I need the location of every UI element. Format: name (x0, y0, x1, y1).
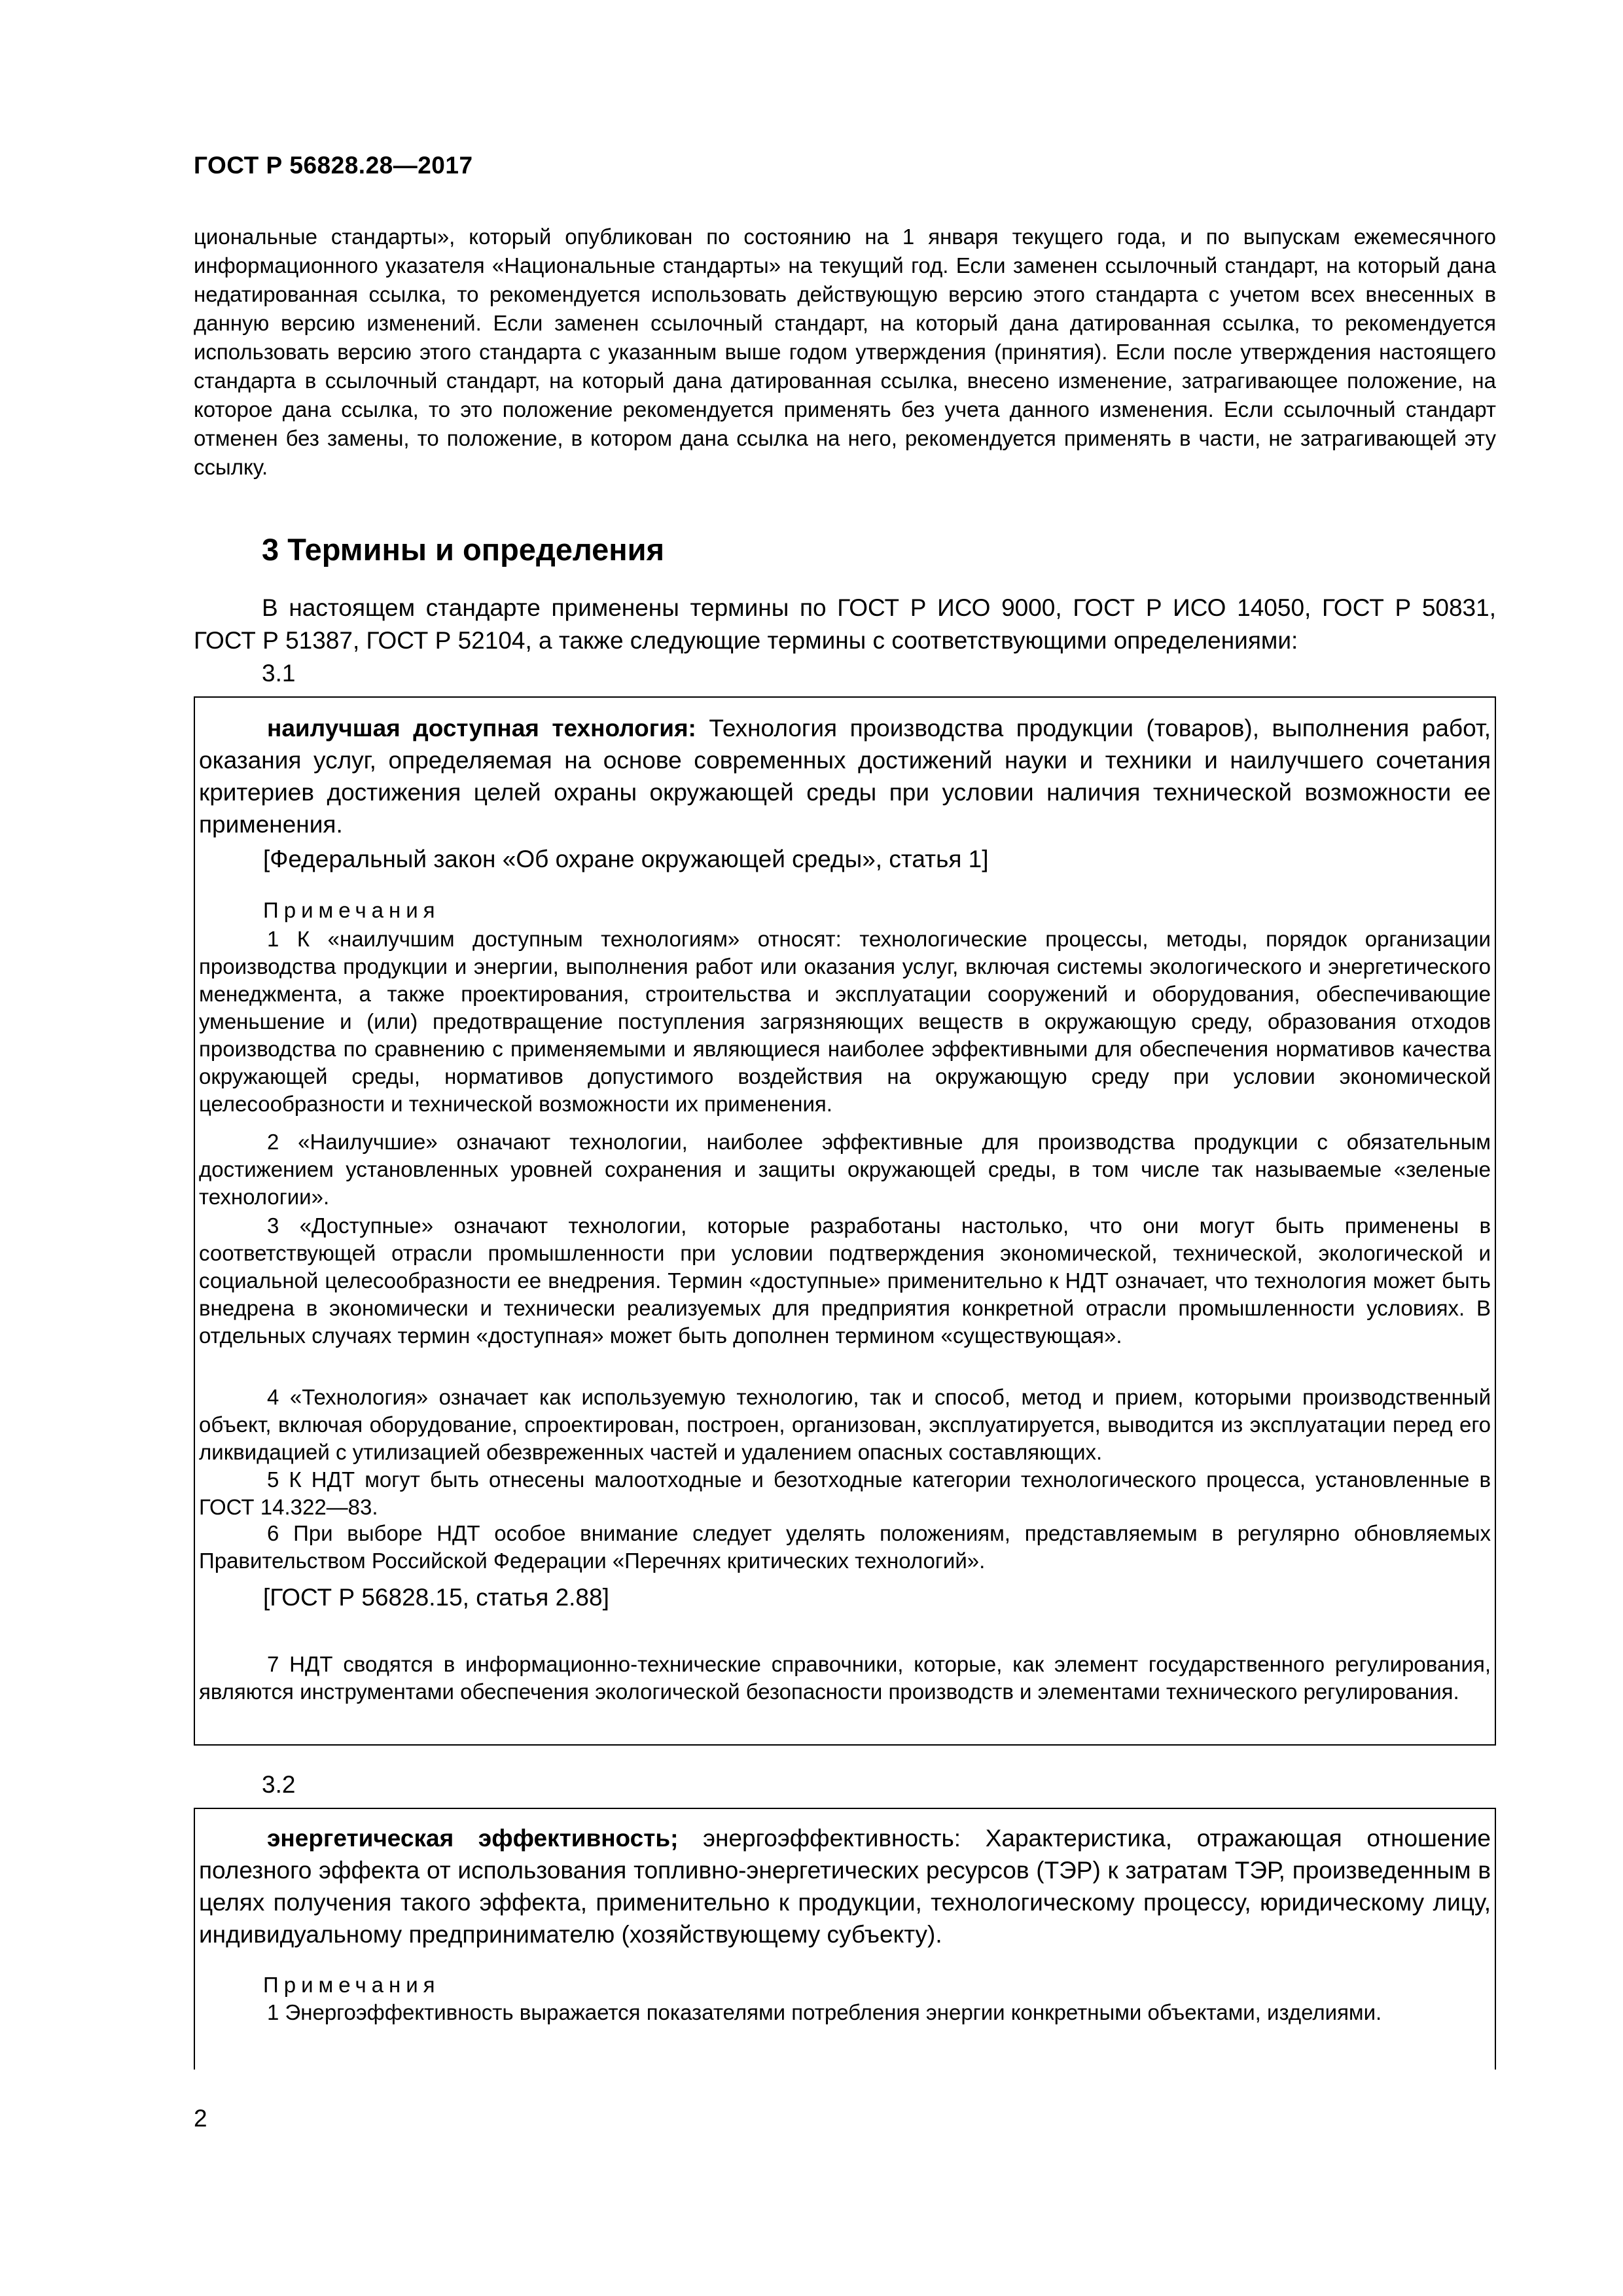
note-6: 6 При выборе НДТ особое внимание следует уделять положениям, представляемым в регулярно обновляемых Правительством Российской Федерации «Перечнях критических технологий». (199, 1521, 1491, 1573)
term-name: наилучшая доступная технология: (267, 715, 696, 742)
note-1: 1 К «наилучшим доступным технологиям» относят: технологические процессы, методы, порядок организации производства продукции и энергии, выполнения работ или оказания услуг, включая системы экологического и энергетического менеджмента, а также проектирования, строительства и эксплуатации сооружений и оборудования, обеспечивающие уменьшение и (или) предотвращение поступления загрязняющих веществ в окружающую среду, образования отходов производства по сравнению с применяемыми и являющиеся наиболее эффективными для обеспечения нормативов качества окружающей среды, нормативов допустимого воздействия на окружающую среду при условии экономической целесообразности и технической возможности их применения. (199, 927, 1491, 1116)
term-name: энергетическая эффективность; (267, 1825, 679, 1852)
term-source-2: [ГОСТ Р 56828.15, статья 2.88] (263, 1584, 609, 1611)
term-source: [Федеральный закон «Об охране окружающей среды», статья 1] (263, 846, 989, 872)
document-header: ГОСТ Р 56828.28—2017 (194, 152, 473, 179)
term-definition (195, 712, 1495, 840)
section-intro: В настоящем стандарте применены термины по ГОСТ Р ИСО 9000, ГОСТ Р ИСО 14050, ГОСТ Р 50831, ГОСТ Р 51387, ГОСТ Р 52104, а также следующие термины с соответствующими определениями: (194, 594, 1496, 654)
term-definition (195, 1822, 1495, 1950)
note-7: 7 НДТ сводятся в информационно-технические справочники, которые, как элемент государственного регулирования, являются инструментами обеспечения экологической безопасности производств и элементами технического регулирования. (199, 1652, 1491, 1704)
page-number: 2 (194, 2105, 207, 2132)
note-2: 2 «Наилучшие» означают технологии, наиболее эффективные для производства продукции с обязательным достижением установленных уровней сохранения и защиты окружающей среды, в том числе так называемые «зеленые технологии». (199, 1130, 1491, 1209)
notes-label: Примечания (263, 898, 440, 922)
term-number-3-1: 3.1 (262, 660, 296, 687)
notes-label: Примечания (263, 1973, 440, 1997)
note-5: 5 К НДТ могут быть отнесены малоотходные и безотходные категории технологического процесса, установленные в ГОСТ 14.322—83. (199, 1467, 1491, 1519)
definition-text: энергоэффективность: Характеристика, отражающая отношение полезного эффекта от использования топливно-энергетических ресурсов (ТЭР) к затратам ТЭР, произведенным в целях получения такого эффекта, применительно к продукции, технологическому процессу, юридическому лицу, индивидуальному предпринимателю (хозяйствующему субъекту). (199, 1825, 1491, 1948)
note-4: 4 «Технология» означает как используемую технологию, так и способ, метод и прием, которыми производственный объект, включая оборудование, спроектирован, построен, организован, эксплуатируется, выводится из эксплуатации перед его ликвидацией с утилизацией обезвреженных частей и удалением опасных составляющих. (199, 1385, 1491, 1464)
term-box-3-1 (194, 696, 1496, 1746)
definition-text: Технология производства продукции (товаров), выполнения работ, оказания услуг, определяемая на основе современных достижений науки и техники и наилучшего сочетания критериев достижения целей охраны окружающей среды при условии наличия технической возможности ее применения. (199, 715, 1491, 838)
note-3: 3 «Доступные» означают технологии, которые разработаны настолько, что они могут быть применены в соответствующей отрасли промышленности при условии подтверждения экономической, технической, экологической и социальной целесообразности ее внедрения. Термин «доступные» применительно к НДТ означает, что технология может быть внедрена в экономически и технически реализуемых для предприятия конкретной отрасли промышленности условиях. В отдельных случаях термин «доступная» может быть дополнен термином «существующая». (199, 1213, 1491, 1348)
section-title: 3 Термины и определения (262, 532, 664, 567)
term-number-3-2: 3.2 (262, 1771, 296, 1798)
note-1: 1 Энергоэффективность выражается показателями потребления энергии конкретными объектами, изделиями. (267, 2000, 1382, 2024)
intro-paragraph: циональные стандарты», который опубликован по состоянию на 1 января текущего года, и по выпускам ежемесячного информационного указателя «Национальные стандарты» на текущий год. Если заменен ссылочный стандарт, на который дана недатированная ссылка, то рекомендуется использовать действующую версию этого стандарта с учетом всех внесенных в данную версию изменений. Если заменен ссылочный стандарт, на который дана датированная ссылка, то рекомендуется использовать версию этого стандарта с указанным выше годом утверждения (принятия). Если после утверждения настоящего стандарта в ссылочный стандарт, на который дана датированная ссылка, внесено изменение, затрагивающее положение, на которое дана ссылка, то это положение рекомендуется применять без учета данного изменения. Если ссылочный стандарт отменен без замены, то положение, в котором дана ссылка на него, рекомендуется применять в части, не затрагивающей эту ссылку. (194, 224, 1496, 479)
term-box-3-2 (194, 1808, 1496, 2070)
